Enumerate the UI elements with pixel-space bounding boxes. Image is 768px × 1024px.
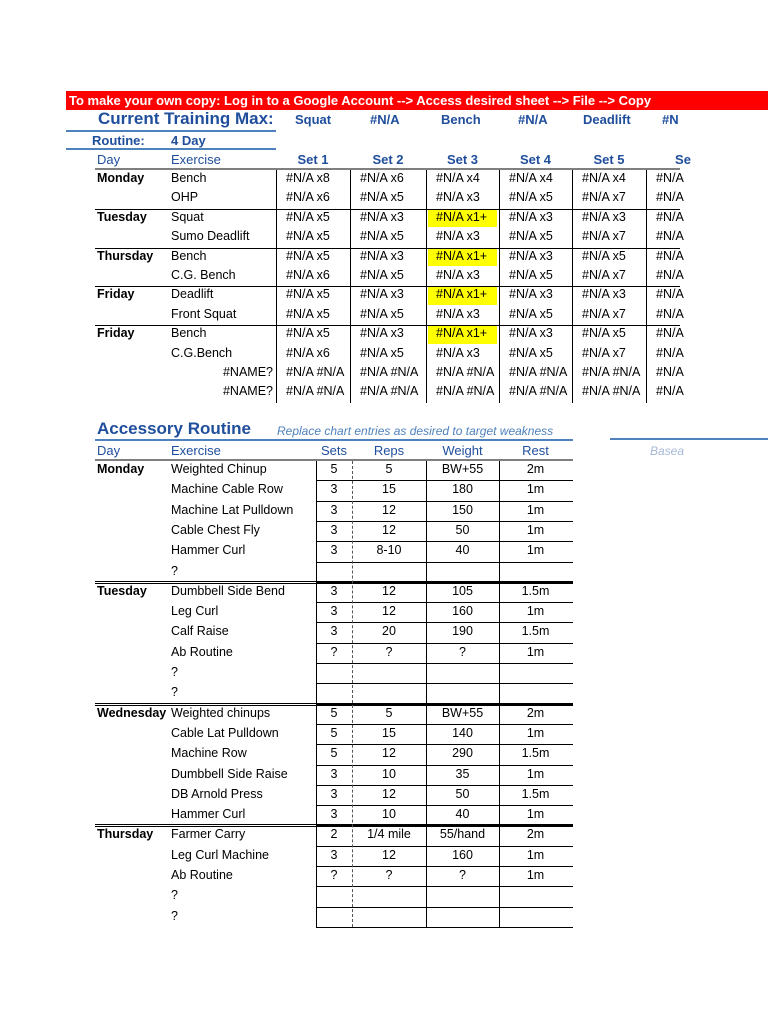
set-cell: #N/A x5	[360, 306, 404, 321]
set-cell: #N/A x5	[582, 326, 626, 341]
accessory-rest: 2m	[526, 462, 545, 476]
accessory-row-line	[316, 602, 573, 603]
accessory-rest: 2m	[526, 827, 545, 842]
set-cell: #N/A x3	[436, 306, 480, 321]
accessory-underline	[95, 439, 573, 441]
accessory-exercise: DB Arnold Press	[171, 786, 263, 801]
accessory-row-line	[316, 805, 573, 806]
set-cell: #N/A x1+	[436, 209, 488, 224]
accessory-rest: 1m	[526, 604, 545, 619]
set-cell: #N/A #N/A	[509, 365, 568, 379]
row-day: Thursday	[97, 248, 154, 263]
set-cell: #N/A x7	[582, 229, 626, 244]
set-cell: #N/A x5	[360, 229, 404, 244]
accessory-row-line	[316, 501, 573, 502]
accessory-row-line	[316, 927, 573, 928]
training-max-item: Deadlift	[583, 112, 631, 127]
routine-value: 4 Day	[171, 133, 206, 148]
set-cell: #N/A x3	[509, 326, 553, 341]
accessory-row-line	[316, 846, 573, 847]
set-cell: #N/A x7	[582, 345, 626, 360]
accessory-sets: 5	[330, 705, 338, 720]
accessory-weight: 160	[452, 847, 473, 862]
accessory-rest: 1m	[526, 522, 545, 537]
training-max-item: #N	[662, 112, 679, 127]
accessory-exercise: Hammer Curl	[171, 807, 246, 822]
accessory-exercise: Weighted Chinup	[171, 462, 267, 476]
accessory-exercise: ?	[171, 563, 178, 578]
accessory-row-line	[316, 785, 573, 786]
set-cell: #N/A x3	[436, 190, 480, 205]
accessory-weight: 50	[455, 522, 470, 537]
accessory-sets: 3	[330, 583, 338, 598]
accessory-exercise: Farmer Carry	[171, 827, 246, 842]
accessory-exercise: Cable Chest Fly	[171, 522, 260, 537]
accessory-reps: 12	[382, 583, 396, 598]
set-cell: #N/A x1+	[436, 326, 488, 341]
set-cell: #N/A x7	[582, 190, 626, 205]
accessory-weight: 55/hand	[439, 827, 486, 842]
set-header: Se	[675, 152, 691, 167]
accessory-exercise: Machine Cable Row	[171, 482, 283, 497]
accessory-sets: 3	[330, 604, 338, 619]
accessory-row-line	[316, 744, 573, 745]
row-day: Monday	[97, 171, 145, 185]
acc-col-line	[316, 461, 317, 927]
set-cell: #N/A	[656, 190, 684, 205]
set-cell: #N/A #N/A	[360, 384, 419, 399]
set-cell: #N/A #N/A	[360, 365, 419, 379]
set-cell: #N/A x3	[582, 287, 626, 302]
accessory-reps: ?	[385, 868, 393, 882]
accessory-reps: 20	[382, 624, 396, 639]
set-cell: #N/A #N/A	[582, 365, 641, 379]
accessory-exercise: Cable Lat Pulldown	[171, 725, 279, 740]
accessory-weight: 150	[452, 502, 473, 517]
row-exercise: Bench	[171, 171, 207, 185]
set-cell: #N/A	[656, 326, 684, 341]
accessory-reps: 12	[382, 786, 396, 801]
set-cell: #N/A	[656, 209, 684, 224]
accessory-weight: 190	[452, 624, 473, 639]
set-cell: #N/A x5	[286, 209, 330, 224]
accessory-reps: 15	[382, 725, 396, 740]
accessory-row-line	[316, 521, 573, 522]
accessory-sets: 5	[330, 746, 338, 761]
accessory-note: Replace chart entries as desired to target weakness	[277, 424, 554, 438]
row-exercise: #NAME?	[222, 384, 273, 399]
header-exercise: Exercise	[171, 152, 221, 167]
row-day: Friday	[97, 287, 135, 302]
day-separator	[95, 581, 573, 582]
accessory-sets: 3	[330, 502, 338, 517]
set-cell: #N/A x3	[509, 287, 553, 302]
accessory-row-line	[316, 480, 573, 481]
table-header-rule	[95, 168, 680, 170]
accessory-row-line	[316, 907, 573, 908]
accessory-exercise: Ab Routine	[171, 644, 233, 659]
row-exercise: Bench	[171, 326, 207, 341]
set-cell: #N/A x3	[360, 287, 404, 302]
set-cell: #N/A x3	[509, 209, 553, 224]
set-header: Set 3	[446, 152, 479, 167]
accessory-reps: 10	[382, 766, 396, 781]
accessory-weight: 140	[452, 725, 473, 740]
accessory-exercise: Machine Row	[171, 746, 247, 761]
accessory-sets: 3	[330, 543, 338, 558]
training-max-item: Bench	[441, 112, 481, 127]
accessory-rest: 1.5m	[521, 583, 550, 598]
set-header: Set 5	[593, 152, 625, 167]
accessory-weight: ?	[459, 644, 466, 659]
accessory-sets: 3	[330, 766, 338, 781]
accessory-sets: 2	[330, 827, 338, 842]
training-max-item: Squat	[295, 112, 332, 127]
accessory-reps: 12	[382, 522, 396, 537]
side-underline	[610, 438, 768, 440]
row-exercise: Front Squat	[171, 306, 237, 321]
set-cell: #N/A x6	[286, 345, 330, 360]
accessory-sets: ?	[330, 868, 338, 882]
accessory-weight: 180	[452, 482, 473, 497]
accessory-day: Monday	[97, 462, 145, 476]
accessory-row-line	[316, 541, 573, 542]
accessory-reps: 12	[382, 502, 396, 517]
set-cell: #N/A x3	[360, 209, 404, 224]
accessory-reps: 12	[382, 847, 396, 862]
accessory-exercise: Dumbbell Side Raise	[171, 766, 288, 781]
accessory-exercise: ?	[171, 908, 178, 923]
set-cell: #N/A #N/A	[509, 384, 568, 399]
column-line	[499, 170, 500, 403]
set-cell: #N/A x8	[286, 171, 330, 185]
column-line	[276, 170, 277, 403]
accessory-weight: BW+55	[441, 462, 484, 476]
row-exercise: C.G. Bench	[171, 268, 236, 282]
day-separator	[95, 824, 573, 825]
accessory-exercise: Leg Curl Machine	[171, 847, 269, 862]
accessory-day: Thursday	[97, 827, 154, 842]
set-cell: #N/A x3	[360, 326, 404, 341]
accessory-row-line	[316, 866, 573, 867]
column-line	[646, 170, 647, 403]
accessory-rest: 1m	[526, 766, 545, 781]
accessory-day: Wednesday	[97, 705, 167, 720]
day-separator	[95, 703, 573, 704]
column-line	[572, 170, 573, 403]
accessory-sets: 3	[330, 624, 338, 639]
set-cell: #N/A x4	[582, 171, 626, 185]
accessory-exercise: ?	[171, 888, 178, 903]
set-cell: #N/A x3	[582, 209, 626, 224]
accessory-weight: 50	[455, 786, 470, 801]
accessory-reps: 1/4 mile	[367, 827, 411, 842]
accessory-row-line	[316, 724, 573, 725]
group-separator	[95, 209, 680, 210]
accessory-header: Day	[97, 443, 121, 458]
accessory-reps: 5	[385, 462, 393, 476]
accessory-row-line	[316, 683, 573, 684]
set-cell: #N/A	[656, 384, 684, 399]
accessory-sets: 3	[330, 807, 338, 822]
accessory-row-line	[316, 562, 573, 563]
row-exercise: Deadlift	[171, 287, 214, 302]
accessory-rest: 1m	[526, 725, 545, 740]
set-cell: #N/A #N/A	[286, 365, 345, 379]
routine-label: Routine:	[92, 133, 145, 148]
accessory-rest: 1m	[526, 502, 545, 517]
accessory-rest: 1.5m	[521, 624, 550, 639]
acc-dashed-line	[352, 461, 353, 927]
accessory-weight: 35	[455, 766, 470, 781]
accessory-weight: 105	[452, 583, 473, 598]
accessory-row-line	[316, 663, 573, 664]
set-cell: #N/A x1+	[436, 248, 488, 263]
accessory-reps: 5	[385, 705, 393, 720]
accessory-sets: 3	[330, 847, 338, 862]
title-underline	[66, 130, 276, 132]
set-cell: #N/A x4	[509, 171, 553, 185]
set-cell: #N/A x7	[582, 306, 626, 321]
accessory-sets: 3	[330, 482, 338, 497]
training-max-item: #N/A	[370, 112, 400, 127]
set-cell: #N/A #N/A	[582, 384, 641, 399]
accessory-exercise: Dumbbell Side Bend	[171, 583, 285, 598]
accessory-row-line	[316, 765, 573, 766]
set-cell: #N/A #N/A	[286, 384, 345, 399]
set-cell: #N/A x5	[286, 229, 330, 244]
accessory-reps: 12	[382, 604, 396, 619]
accessory-rest: 1.5m	[521, 746, 550, 761]
accessory-header: Rest	[522, 443, 549, 458]
accessory-reps: ?	[385, 644, 393, 659]
accessory-rest: 1m	[526, 543, 545, 558]
set-cell: #N/A x3	[360, 248, 404, 263]
set-cell: #N/A x3	[436, 229, 480, 244]
accessory-sets: 5	[330, 462, 338, 476]
accessory-rest: 1m	[526, 482, 545, 497]
accessory-exercise: Hammer Curl	[171, 543, 246, 558]
set-header: Set 4	[519, 152, 552, 167]
accessory-rest: 1m	[526, 847, 545, 862]
set-header: Set 2	[372, 152, 404, 167]
set-cell: #N/A x5	[286, 326, 330, 341]
set-cell: #N/A x5	[360, 190, 404, 205]
set-cell: #N/A	[656, 229, 684, 244]
set-cell: #N/A x7	[582, 268, 626, 282]
acc-col-line	[426, 461, 427, 927]
accessory-exercise: ?	[171, 665, 178, 679]
set-cell: #N/A x1+	[436, 287, 488, 302]
set-cell: #N/A	[656, 287, 684, 302]
column-line	[350, 170, 351, 403]
set-cell: #N/A x5	[509, 229, 553, 244]
set-header: Set 1	[297, 152, 329, 167]
accessory-rest: 1m	[526, 644, 545, 659]
accessory-title: Accessory Routine	[97, 419, 251, 438]
row-exercise: C.G.Bench	[171, 345, 233, 360]
set-cell: #N/A x3	[436, 268, 480, 282]
row-exercise: OHP	[171, 190, 199, 205]
routine-underline	[66, 148, 276, 150]
column-line	[426, 170, 427, 403]
accessory-header: Sets	[320, 443, 347, 458]
set-cell: #N/A	[656, 171, 684, 185]
accessory-reps: 15	[382, 482, 396, 497]
accessory-exercise: Calf Raise	[171, 624, 229, 639]
set-cell: #N/A x5	[286, 287, 330, 302]
row-exercise: Sumo Deadlift	[171, 229, 250, 244]
set-cell: #N/A x5	[286, 306, 330, 321]
training-max-item: #N/A	[518, 112, 548, 127]
accessory-exercise: Weighted chinups	[171, 705, 271, 720]
accessory-row-line	[316, 886, 573, 887]
header-day: Day	[97, 152, 121, 167]
accessory-weight: ?	[459, 868, 466, 882]
accessory-rest: 1.5m	[521, 786, 550, 801]
copy-instructions-banner: To make your own copy: Log in to a Google Account --> Access desired sheet --> File --> Copy	[66, 91, 768, 110]
set-cell: #N/A x5	[360, 268, 404, 282]
accessory-sets: 3	[330, 522, 338, 537]
set-cell: #N/A x5	[509, 306, 553, 321]
accessory-rest: 1m	[526, 868, 545, 882]
accessory-sets: 3	[330, 786, 338, 801]
set-cell: #N/A x5	[582, 248, 626, 263]
accessory-reps: 10	[382, 807, 396, 822]
training-max-title: Current Training Max:	[98, 109, 274, 128]
accessory-header: Reps	[373, 443, 405, 458]
accessory-header: Weight	[442, 443, 483, 458]
set-cell: #N/A	[656, 345, 684, 360]
acc-col-line	[499, 461, 500, 927]
accessory-exercise: ?	[171, 685, 178, 700]
row-day: Tuesday	[97, 209, 147, 224]
accessory-sets: ?	[330, 644, 338, 659]
accessory-header: Exercise	[171, 443, 221, 458]
accessory-reps: 12	[382, 746, 396, 761]
accessory-exercise: Leg Curl	[171, 604, 219, 619]
accessory-row-line	[316, 643, 573, 644]
accessory-weight: 290	[452, 746, 473, 761]
set-cell: #N/A x5	[509, 190, 553, 205]
group-separator	[95, 325, 680, 326]
accessory-weight: BW+55	[441, 705, 484, 720]
accessory-day: Tuesday	[97, 583, 147, 598]
set-cell: #N/A x5	[509, 268, 553, 282]
row-exercise: Squat	[171, 209, 204, 224]
accessory-weight: 40	[455, 807, 470, 822]
accessory-header-rule	[95, 459, 573, 461]
set-cell: #N/A x6	[286, 190, 330, 205]
accessory-row-line	[316, 622, 573, 623]
set-cell: #N/A x4	[436, 171, 480, 185]
set-cell: #N/A x3	[436, 345, 480, 360]
set-cell: #N/A x3	[509, 248, 553, 263]
set-cell: #N/A	[656, 365, 684, 379]
group-separator	[95, 286, 680, 287]
accessory-rest: 2m	[526, 705, 545, 720]
accessory-exercise: Ab Routine	[171, 868, 233, 882]
set-cell: #N/A x6	[286, 268, 330, 282]
accessory-rest: 1m	[526, 807, 545, 822]
row-exercise: #NAME?	[222, 365, 273, 379]
accessory-weight: 40	[455, 543, 470, 558]
row-day: Friday	[97, 326, 135, 341]
set-cell: #N/A #N/A	[436, 365, 495, 379]
set-cell: #N/A x5	[286, 248, 330, 263]
accessory-sets: 5	[330, 725, 338, 740]
accessory-reps: 8-10	[376, 543, 402, 558]
row-exercise: Bench	[171, 248, 207, 263]
accessory-weight: 160	[452, 604, 473, 619]
set-cell: #N/A	[656, 248, 684, 263]
set-cell: #N/A	[656, 268, 684, 282]
set-cell: #N/A #N/A	[436, 384, 495, 399]
set-cell: #N/A	[656, 306, 684, 321]
set-cell: #N/A x6	[360, 171, 404, 185]
group-separator	[95, 248, 680, 249]
accessory-exercise: Machine Lat Pulldown	[171, 502, 294, 517]
set-cell: #N/A x5	[509, 345, 553, 360]
set-cell: #N/A x5	[360, 345, 404, 360]
side-note: Basea	[650, 444, 685, 458]
